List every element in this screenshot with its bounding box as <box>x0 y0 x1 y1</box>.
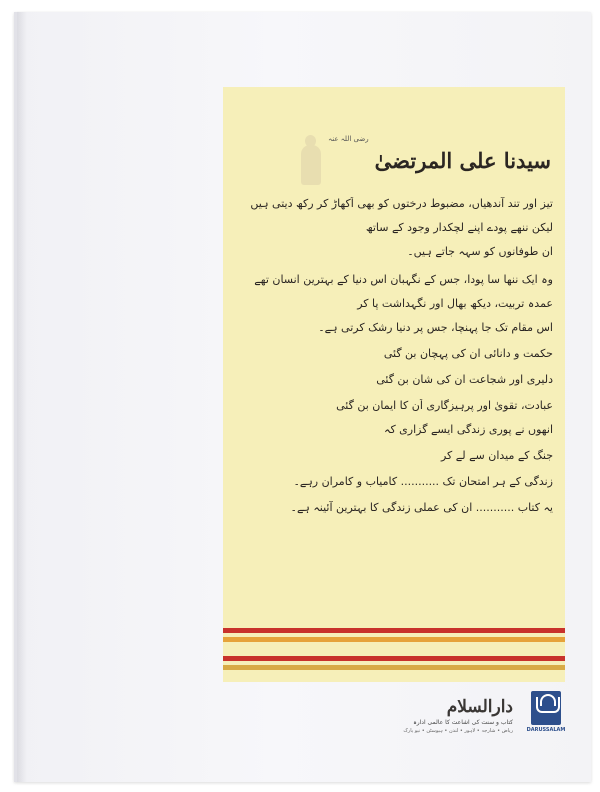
text-line: دلیری اور شجاعت ان کی شان بن گئی <box>376 373 553 386</box>
text-line: ان طوفانوں کو سہہ جاتے ہیں۔ <box>407 245 553 258</box>
text-line: حکمت و دانائی ان کی پہچان بن گئی <box>383 347 553 360</box>
text-line: یہ کتاب ........... ان کی عملی زندگی کا بہترین آئینہ ہے۔ <box>290 501 553 514</box>
publisher-name: دارالسلام <box>446 696 513 717</box>
publisher-cities: ریاض • شارجہ • لاہور • لندن • ہیوسٹن • نیو یارک <box>403 727 513 734</box>
decorative-stripes <box>223 628 565 674</box>
text-line: وہ ایک ننھا سا پودا، جس کے نگہبان اس دنیا کے بہترین انسان تھے <box>254 273 553 286</box>
text-line: عبادت، تقویٰ اور پرہیزگاری اُن کا ایمان بن گئی <box>336 399 553 412</box>
text-line: اس مقام تک جا پہنچا، جس پر دنیا رشک کرتی ہے۔ <box>318 321 553 334</box>
body-text <box>235 197 553 515</box>
figure-silhouette-icon <box>300 135 322 185</box>
stripe-2 <box>223 637 565 642</box>
text-line: زندگی کے ہر امتحان تک ........... کامیاب و کامران رہے۔ <box>293 475 553 488</box>
stripe-3 <box>223 656 565 661</box>
darussalam-logo-icon <box>527 691 565 739</box>
stripe-4 <box>223 665 565 670</box>
text-line: لیکن ننھے پودے اپنے لچکدار وجود کے ساتھ <box>365 221 553 234</box>
text-line: انھوں نے پوری زندگی ایسے گزاری کہ <box>384 423 553 436</box>
title-row <box>300 135 551 185</box>
stripe-1 <box>223 628 565 633</box>
publisher-logos <box>287 684 565 746</box>
spine-shadow <box>17 12 27 782</box>
text-line: تیز اور تند آندھیاں، مضبوط درختوں کو بھی اُکھاڑ کر رکھ دیتی ہیں <box>250 197 553 210</box>
book-cover <box>14 12 591 782</box>
text-line: عمدہ تربیت، دیکھ بھال اور نگہداشت پا کر <box>357 297 553 310</box>
emblem-box <box>531 691 561 725</box>
title-honorific: رضی اللہ عنہ <box>328 135 369 143</box>
book-title: سیدنا علی المرتضیٰ <box>374 147 551 173</box>
publisher-block <box>403 697 513 734</box>
emblem-label: DARUSSALAM <box>526 727 566 733</box>
text-line: جنگ کے میدان سے لے کر <box>440 449 553 462</box>
publisher-tagline: کتاب و سنت کی اشاعت کا عالمی ادارہ <box>413 718 513 726</box>
text-panel <box>223 87 565 682</box>
